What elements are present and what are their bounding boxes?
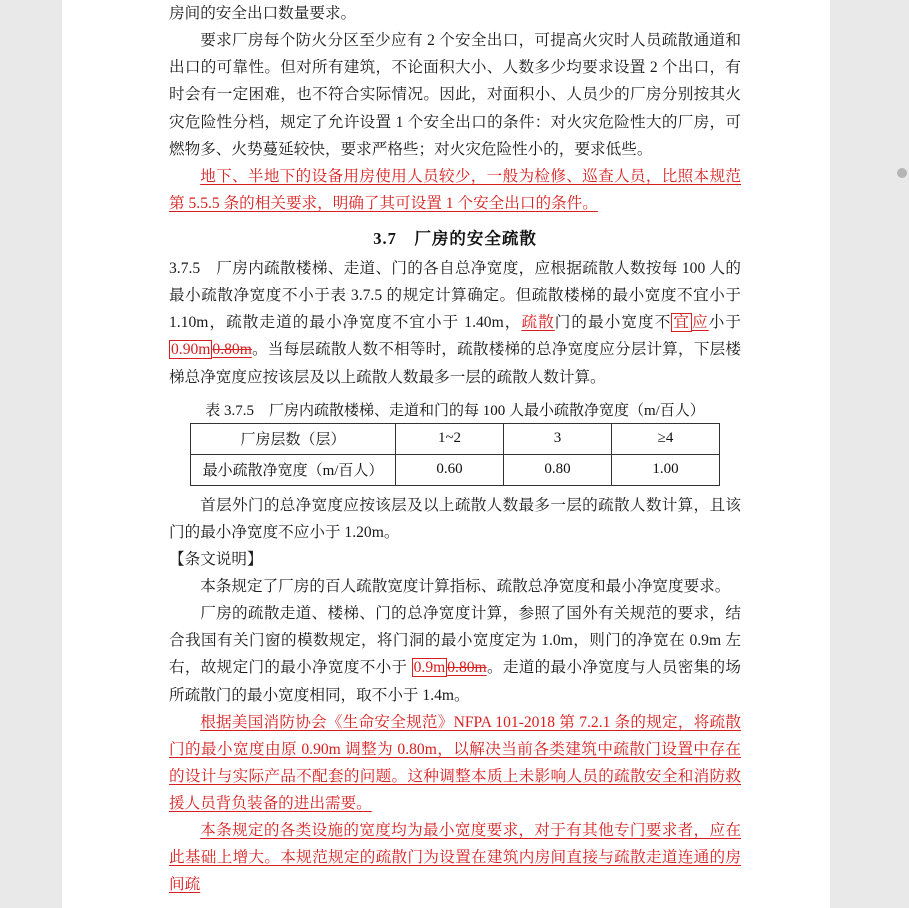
explanation-boxed-09m: 0.9m [413, 659, 446, 677]
page-content [169, 0, 741, 899]
section-heading: 3.7 厂房的安全疏散 [373, 229, 537, 248]
revision-paragraph [169, 709, 741, 818]
clause-red-segment-2: 应 [692, 314, 709, 332]
clause-lead-text: 厂房内疏散楼梯、走道、门的各自总净宽度，应根据疏散人数按每 100 人的最小疏散净宽度不小于表 3.7.5 的规定计算确定。但疏散楼梯的最小宽度不宜小于 1.10m，疏散走道的最小净宽度不宜小于 1.40m， [169, 260, 741, 332]
paragraph: 首层外门的总净宽度应按该层及以上疏散人数最多一层的疏散人数计算，且该门的最小净宽度不应小于 1.20m。 [169, 496, 741, 541]
paragraph: 本条规定了厂房的百人疏散宽度计算指标、疏散总净宽度和最小净宽度要求。 [200, 578, 731, 595]
document-page [62, 0, 830, 908]
table-cell: 最小疏散净宽度（m/百人） [191, 454, 396, 485]
table-cell: 0.80 [504, 454, 612, 485]
table-header-cell: 1~2 [396, 423, 504, 454]
revision-text: 根据美国消防协会《生命安全规范》NFPA 101-2018 第 7.2.1 条的规定，将疏散门的最小宽度由原 0.90m 调整为 0.80m，以解决当前各类建筑中疏散门设置中存在的设计与实际产品不配套的问题。这种调整本质上未影响人员的疏散安全和消防救援人员背负装备的进出需要。 [169, 713, 741, 812]
clause-strike-080m: 0.80m [212, 341, 252, 359]
table-header-cell: 厂房层数（层） [191, 423, 396, 454]
explanation-pre-text: 厂房的疏散走道、楼梯、门的总净宽度计算，参照了国外有关规范的要求，结合我国有关门窗的模数规定，将门洞的最小宽度定为 1.0m，则门的净宽在 0.9m 左右，故规定门的最小净宽度不小于 [169, 605, 741, 677]
clause-paragraph [169, 255, 741, 391]
clause-red-segment-1: 疏散 [521, 314, 555, 332]
explanation-strike-080m: 0.80m [447, 659, 487, 677]
vertical-scrollbar[interactable] [895, 0, 909, 908]
table-cell: 1.00 [612, 454, 720, 485]
clause-mid-2: 小于 [708, 314, 741, 332]
table-header-cell: 3 [504, 423, 612, 454]
explanation-paragraph [169, 600, 741, 709]
clause-number: 3.7.5 [169, 260, 201, 277]
table-row [191, 454, 720, 485]
explanation-post-text: 。走道的最小净宽度与人员密集的场所疏散门的最小宽度相同，取不小于 1.4m。 [169, 659, 741, 704]
scrollbar-thumb[interactable] [897, 168, 907, 178]
revision-text: 本条规定的各类设施的宽度均为最小宽度要求，对于有其他专门要求者，应在此基础上增大。本规范规定的疏散门为设置在建筑内房间直接与疏散走道连通的房间疏 [169, 822, 741, 894]
table-header-row [191, 423, 720, 454]
table-caption: 表 3.7.5 厂房内疏散楼梯、走道和门的每 100 人最小疏散净宽度（m/百人） [205, 402, 705, 419]
clause-boxed-yi: 宜 [673, 314, 691, 332]
revision-paragraph [169, 817, 741, 898]
revision-text: 地下、半地下的设备用房使用人员较少，一般为检修、巡查人员，比照本规范第 5.5.5 条的相关要求，明确了其可设置 1 个安全出口的条件。 [169, 167, 741, 212]
revision-paragraph [169, 163, 741, 217]
table-header-cell: ≥4 [612, 423, 720, 454]
table-cell: 0.60 [396, 454, 504, 485]
clause-mid-1: 门的最小宽度不 [554, 314, 672, 332]
clause-tail-text: 。当每层疏散人数不相等时，疏散楼梯的总净宽度应分层计算，下层楼梯总净宽度应按该层及以上疏散人数最多一层的疏散人数计算。 [169, 341, 741, 386]
clause-boxed-090m: 0.90m [171, 341, 211, 359]
paragraph: 要求厂房每个防火分区至少应有 2 个安全出口，可提高火灾时人员疏散通道和出口的可靠性。但对所有建筑，不论面积大小、人数多少均要求设置 2 个出口，有时会有一定困难，也不符合实际情况。因此，对面积小、人员少的厂房分别按其火灾危险性分档，规定了允许设置 1 个安全出口的条件：对火灾危险性大的厂房，可燃物多、火势蔓延较快，要求严格些；对火灾危险性小的，要求低些。 [169, 32, 741, 158]
paragraph: 房间的安全出口数量要求。 [169, 5, 357, 22]
explanation-label: 【条文说明】 [169, 550, 263, 568]
data-table [190, 423, 720, 486]
